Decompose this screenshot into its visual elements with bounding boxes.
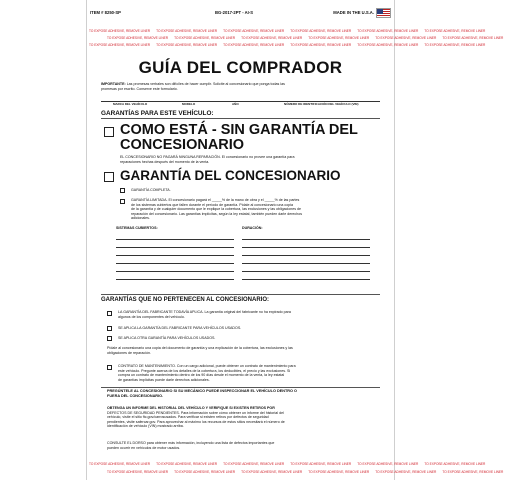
history-notice: OBTENGA UN INFORME DEL HISTORIAL DEL VEHÍCULO Y VERIFIQUE SI EXISTEN RETIROS POR DEFECTOS DE SEGURIDAD PENDIENTES. Para información sobre cómo obtener un informe del historial del vehículo, visite el sitio ftc.gov/carrosusados. Para verificar si existen retiros por defectos de seguridad pendientes, visite safercar.gov. Para aprovechar al máximo los recursos de estos sitios necesitará el número de identificación de vehículo (VIN) mostrado arriba.	[107, 406, 285, 429]
as-is-title: COMO ESTÁ - SIN GARANTÍA DEL CONCESIONARIO	[120, 122, 358, 153]
sistemas-line-5[interactable]	[116, 271, 234, 272]
liner-text: TO EXPOSE ADHESIVE, REMOVE LINER	[424, 462, 486, 466]
duracion-label: DURACIÓN:	[242, 226, 263, 230]
liner-text: TO EXPOSE ADHESIVE, REMOVE LINER	[375, 36, 437, 40]
full-warranty-label: GARANTÍA COMPLETA.	[131, 188, 171, 192]
liner-text: TO EXPOSE ADHESIVE, REMOVE LINER	[241, 470, 303, 474]
liner-text: TO EXPOSE ADHESIVE, REMOVE LINER	[174, 36, 236, 40]
limited-warranty-checkbox[interactable]	[120, 199, 125, 204]
duracion-line-1[interactable]	[242, 239, 370, 240]
top-bar	[87, 0, 394, 24]
buyers-guide-sheet	[86, 0, 504, 480]
field-year: AÑO	[232, 102, 239, 106]
liner-text: TO EXPOSE ADHESIVE, REMOVE LINER	[107, 470, 169, 474]
sistemas-line-3[interactable]	[116, 255, 234, 256]
item-number: ITEM # 8250-SP	[90, 10, 121, 15]
form-code: BG-2017-2PT - AI-S	[215, 10, 254, 15]
liner-text: TO EXPOSE ADHESIVE, REMOVE LINER	[89, 43, 151, 47]
limited-warranty-text: GARANTÍA LIMITADA. El concesionario pagará el _____% de la mano de obra y el _____% de las partes de los sistemas cubiertos que fallen durante el período de garantía. Pídale al concesionario una copia de la garantía y de cualquier documento que le explique la cobertura, las exclusiones y las obligaciones de reparación del concesionario. Las garantías implícitas, según la ley estatal, también pueden darle derechos adicionales.	[131, 198, 303, 221]
liner-text: TO EXPOSE ADHESIVE, REMOVE LINER	[156, 462, 218, 466]
sistemas-line-1[interactable]	[116, 239, 234, 240]
as-is-text: EL CONCESIONARIO NO PAGARÁ NINGUNA REPARACIÓN. El concesionario no provee una garantía para reparaciones hechas después del momento de la venta.	[120, 155, 295, 164]
liner-text: TO EXPOSE ADHESIVE, REMOVE LINER	[89, 462, 151, 466]
liner-text: TO EXPOSE ADHESIVE, REMOVE LINER	[442, 470, 504, 474]
mechanic-notice: PREGÚNTELE AL CONCESIONARIO SI SU MECÁNICO PUEDE INSPECCIONAR EL VEHÍCULO DENTRO O FUERA DEL CONCESIONARIO.	[107, 389, 298, 398]
field-vin: NÚMERO DE IDENTIFICACIÓN DEL VEHÍCULO (VIN)	[284, 102, 359, 106]
liner-text: TO EXPOSE ADHESIVE, REMOVE LINER	[290, 462, 352, 466]
liner-text: TO EXPOSE ADHESIVE, REMOVE LINER	[308, 36, 370, 40]
factory-warranty-checkbox[interactable]	[107, 311, 112, 316]
liner-strip-top-3	[89, 43, 486, 47]
as-is-checkbox[interactable]	[104, 127, 114, 137]
ask-copy-text: Pídale al concesionario una copia del documento de garantía y una explicación de la cobertura, las exclusiones y las obligaciones de reparación.	[107, 346, 293, 355]
non-dealer-header: GARANTÍAS QUE NO PERTENECEN AL CONCESIONARIO:	[101, 297, 270, 303]
liner-text: TO EXPOSE ADHESIVE, REMOVE LINER	[223, 462, 285, 466]
duracion-line-3[interactable]	[242, 255, 370, 256]
sistemas-line-6[interactable]	[116, 279, 234, 280]
field-model: MODELO	[182, 102, 196, 106]
liner-text: TO EXPOSE ADHESIVE, REMOVE LINER	[223, 29, 285, 33]
liner-text: TO EXPOSE ADHESIVE, REMOVE LINER	[156, 43, 218, 47]
liner-text: TO EXPOSE ADHESIVE, REMOVE LINER	[424, 29, 486, 33]
other-used-text: SE APLICA OTRA GARANTÍA PARA VEHÍCULOS USADOS.	[118, 336, 216, 340]
divider	[101, 294, 380, 295]
liner-text: TO EXPOSE ADHESIVE, REMOVE LINER	[357, 29, 419, 33]
liner-text: TO EXPOSE ADHESIVE, REMOVE LINER	[442, 36, 504, 40]
liner-text: TO EXPOSE ADHESIVE, REMOVE LINER	[290, 29, 352, 33]
liner-strip-top-2	[107, 36, 504, 40]
liner-text: TO EXPOSE ADHESIVE, REMOVE LINER	[357, 462, 419, 466]
used-factory-checkbox[interactable]	[107, 326, 112, 331]
liner-text: TO EXPOSE ADHESIVE, REMOVE LINER	[308, 470, 370, 474]
liner-text: TO EXPOSE ADHESIVE, REMOVE LINER	[375, 470, 437, 474]
warranty-header: GARANTÍAS PARA ESTE VEHÍCULO:	[101, 110, 214, 117]
sistemas-label: SISTEMAS CUBIERTOS:	[116, 226, 158, 230]
liner-text: TO EXPOSE ADHESIVE, REMOVE LINER	[424, 43, 486, 47]
liner-text: TO EXPOSE ADHESIVE, REMOVE LINER	[107, 36, 169, 40]
liner-strip-top-1	[89, 29, 486, 33]
liner-text: TO EXPOSE ADHESIVE, REMOVE LINER	[357, 43, 419, 47]
liner-text: TO EXPOSE ADHESIVE, REMOVE LINER	[156, 29, 218, 33]
liner-text: TO EXPOSE ADHESIVE, REMOVE LINER	[241, 36, 303, 40]
sistemas-line-4[interactable]	[116, 263, 234, 264]
dealer-warranty-checkbox[interactable]	[104, 172, 114, 182]
factory-warranty-text: LA GARANTÍA DEL FABRICANTE TODAVÍA APLICA. La garantía original del fabricante no ha expirado para algunos de los componentes del vehículo.	[118, 310, 291, 319]
service-contract-text: CONTRATO DE MANTENIMIENTO. Con un cargo adicional, puede obtener un contrato de mantenimiento para este vehículo. Pregunte acerca de los detalles de la cobertura, los deducibles, el precio y las exclusiones. Si compra un contrato de mantenimiento dentro de los 90 días desde el momento de la venta, la ley estatal de garantías implícitas puede darle derechos adicionales.	[118, 364, 296, 382]
field-make: MARCA DEL VEHÍCULO	[113, 102, 148, 106]
divider	[101, 387, 380, 388]
page-title: GUÍA DEL COMPRADOR	[138, 58, 343, 77]
sistemas-line-2[interactable]	[116, 247, 234, 248]
importante-notice: IMPORTANTE: Las promesas verbales son difíciles de hacer cumplir. Solicite al concesionario que ponga todas las promesas por escrito. Conserve este formulario.	[101, 82, 285, 91]
duracion-line-6[interactable]	[242, 279, 370, 280]
liner-text: TO EXPOSE ADHESIVE, REMOVE LINER	[290, 43, 352, 47]
duracion-line-2[interactable]	[242, 247, 370, 248]
made-in-usa: MADE IN THE U.S.A.	[333, 10, 374, 15]
used-factory-text: SE APLICA LA GARANTÍA DEL FABRICANTE PARA VEHÍCULOS USADOS.	[118, 326, 242, 330]
liner-strip-bottom-1	[89, 462, 486, 466]
liner-strip-bottom-2	[107, 470, 504, 474]
duracion-line-4[interactable]	[242, 263, 370, 264]
liner-text: TO EXPOSE ADHESIVE, REMOVE LINER	[174, 470, 236, 474]
us-flag-icon	[376, 8, 391, 18]
full-warranty-checkbox[interactable]	[120, 188, 125, 193]
see-back-notice: CONSULTE EL DORSO para obtener más información, incluyendo una lista de defectos importantes que pueden ocurrir en vehículos de motor usados.	[107, 441, 275, 450]
other-used-checkbox[interactable]	[107, 336, 112, 341]
dealer-warranty-title: GARANTÍA DEL CONCESIONARIO	[120, 168, 341, 183]
liner-text: TO EXPOSE ADHESIVE, REMOVE LINER	[223, 43, 285, 47]
liner-text: TO EXPOSE ADHESIVE, REMOVE LINER	[89, 29, 151, 33]
duracion-line-5[interactable]	[242, 271, 370, 272]
service-contract-checkbox[interactable]	[107, 365, 112, 370]
divider	[101, 118, 380, 119]
